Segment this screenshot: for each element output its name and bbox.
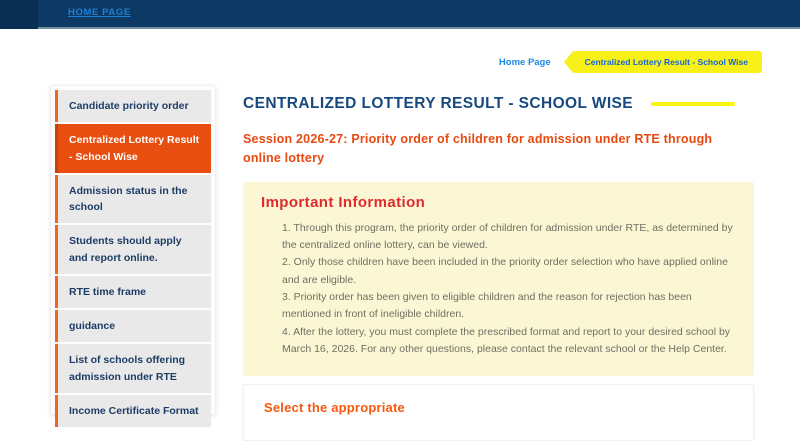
important-information-box <box>243 182 754 377</box>
info-item-1: 1. Through this program, the priority order of children for admission under RTE, as determined by the centralized online lottery, can be viewed. <box>282 221 733 252</box>
page-title-row <box>243 95 754 113</box>
important-information-heading: Important Information <box>261 193 426 211</box>
select-appropriate-card <box>243 384 754 441</box>
sidebar-item-apply-report-online[interactable]: Students should apply and report online. <box>55 225 211 274</box>
title-yellow-dash <box>651 102 735 106</box>
breadcrumb-current-tag: Centralized Lottery Result - School Wise <box>573 51 762 73</box>
breadcrumb-home-link[interactable]: Home Page <box>498 56 551 68</box>
main-content <box>243 95 754 441</box>
session-subtitle: Session 2026-27: Priority order of children for admission under RTE through online lottery <box>243 132 713 166</box>
sidebar-item-candidate-priority-order[interactable]: Candidate priority order <box>55 90 211 122</box>
important-information-list <box>282 220 736 359</box>
sidebar-item-admission-status[interactable]: Admission status in the school <box>55 175 211 224</box>
sidebar-item-rte-time-frame[interactable]: RTE time frame <box>55 276 211 308</box>
sidebar-item-schools-list[interactable]: List of schools offering admission under RTE <box>55 344 211 393</box>
sidebar-menu <box>50 85 216 415</box>
sidebar-item-income-certificate[interactable]: Income Certificate Format <box>55 395 211 427</box>
select-appropriate-heading: Select the appropriate <box>264 400 405 416</box>
top-navigation-bar <box>0 0 800 29</box>
sidebar-item-centralized-lottery-result[interactable]: Centralized Lottery Result - School Wise <box>55 124 211 173</box>
page-title: CENTRALIZED LOTTERY RESULT - SCHOOL WISE <box>243 95 634 112</box>
home-page-link[interactable]: HOME PAGE <box>68 7 131 18</box>
info-item-3: 3. Priority order has been given to eligible children and the reason for rejection has been mentioned in front of ineligible children. <box>282 291 692 321</box>
sidebar-item-guidance[interactable]: guidance <box>55 310 211 342</box>
info-item-4: 4. After the lottery, you must complete the prescribed format and report to your desired school by March 16, 2026. For any other questions, please contact the relevant school or the Help Center. <box>282 325 731 355</box>
info-item-2: 2. Only those children have been included in the priority order selection who have applied online and are eligible. <box>282 256 728 286</box>
breadcrumb <box>499 50 762 74</box>
